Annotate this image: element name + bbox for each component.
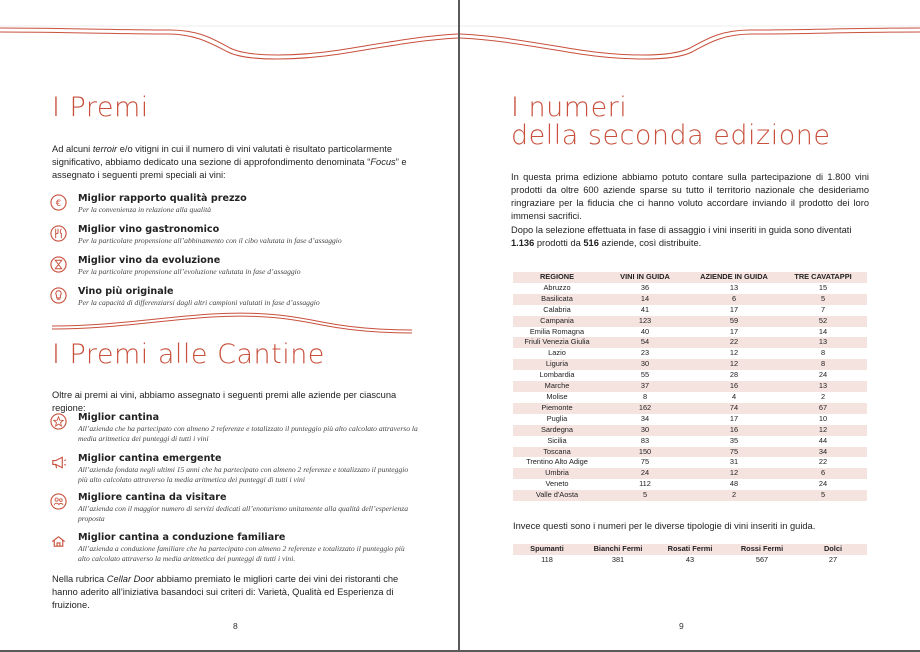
table-cell: 34 (640, 413, 650, 423)
table-cell: 381 (611, 554, 625, 564)
award-title: Miglior vino da evoluzione (78, 255, 221, 266)
table-cell: 5 (779, 294, 867, 305)
table-cell: 37 (601, 381, 689, 392)
star-badge-icon (50, 413, 67, 430)
table-cell: 13 (729, 282, 739, 292)
table-cell: Puglia (546, 413, 568, 423)
award-description: Per la convenienza in relazione alla qualità (78, 205, 212, 214)
award-title: Vino più originale (78, 286, 174, 297)
table-row (513, 294, 867, 305)
table-cell: 2 (820, 391, 826, 401)
column-header: AZIENDE IN GUIDA (689, 272, 779, 283)
house-icon (50, 533, 67, 550)
table-cell: 12 (779, 425, 867, 436)
table-cell: Campania (513, 316, 601, 327)
table-cell: 30 (601, 359, 689, 370)
column-header: Bianchi Fermi (581, 544, 655, 555)
table-cell: 17 (729, 413, 739, 423)
page-number-left: 8 (233, 621, 238, 631)
table-cell: 74 (689, 403, 779, 414)
top-swash-ornament (460, 0, 920, 70)
table-row (513, 305, 867, 316)
table-cell: 40 (640, 326, 650, 336)
table-cell: 43 (685, 554, 695, 564)
table-cell: Umbria (513, 468, 601, 479)
page-number-right: 9 (679, 621, 684, 631)
selezione-paragraph: Dopo la selezione effettuata in fase di assaggio i vini inseriti in guida sono diventati 1.136 prodotti da 516 aziende, così distribuite. (511, 225, 852, 248)
award-description: Per la particolare propensione all’evoluzione valutata in fase d’assaggio (78, 267, 301, 276)
table-cell: 5 (779, 490, 867, 501)
table-cell: 8 (642, 391, 648, 401)
table-row (513, 337, 867, 348)
table-cell: 23 (640, 348, 650, 358)
table-cell: 162 (601, 403, 689, 414)
table-cell: 118 (541, 554, 553, 564)
table-cell: Piemonte (513, 403, 601, 414)
table-cell: Sicilia (547, 435, 567, 445)
award-title: Miglior cantina emergente (78, 453, 222, 464)
table-cell: 24 (601, 468, 689, 479)
table-cell: 34 (779, 447, 867, 458)
table-row (513, 392, 867, 403)
table-row (513, 490, 867, 501)
table-cell: 14 (601, 294, 689, 305)
table-cell: 14 (818, 326, 828, 336)
table-cell: 123 (601, 316, 689, 327)
table-cell: 15 (818, 282, 828, 292)
table-cell: 4 (731, 391, 737, 401)
table-row (513, 447, 867, 458)
numeri-heading-line1: I numeri (511, 92, 628, 123)
table-row (513, 479, 867, 490)
table-cell: 52 (779, 316, 867, 327)
table-cell: 16 (689, 425, 779, 436)
table-cell: 41 (640, 304, 650, 314)
table-cell: Friuli Venezia Giulia (513, 337, 601, 348)
table-cell: 7 (820, 304, 826, 314)
table-cell: 12 (689, 359, 779, 370)
premi-intro: Ad alcuni terroir e/o vitigni in cui il numero di vini valutati è risultato particolarmente significativo, abbiamo dedicato una sezione di approfondimento denominata “Focus” e assegnato i seguenti premi speciali ai vini: (52, 144, 407, 180)
table-cell: Liguria (513, 359, 601, 370)
award-description: All’azienda a conduzione familiare che ha partecipato con almeno 2 referenze e totalizzato il punteggio più alto calcolato attraverso la media aritmetica dei punteggi di tutti i vini. (78, 544, 405, 563)
table-cell: 75 (689, 447, 779, 458)
table-cell: 12 (729, 348, 739, 358)
column-header: REGIONE (513, 272, 601, 283)
table-cell: Valle d'Aosta (513, 490, 601, 501)
table-row (513, 425, 867, 436)
table-cell: 83 (640, 435, 650, 445)
award-title: Migliore cantina da visitare (78, 492, 227, 503)
tipologie-intro: Invece questi sono i numeri per le diverse tipologie di vini inseriti in guida. (513, 521, 816, 531)
table-cell: 44 (818, 435, 828, 445)
table-cell: Abruzzo (543, 282, 571, 292)
award-title: Miglior rapporto qualità prezzo (78, 193, 247, 204)
award-title: Miglior vino gastronomico (78, 224, 220, 235)
table-row (513, 457, 867, 468)
table-cell: 35 (729, 435, 739, 445)
types-table-row (513, 555, 867, 566)
table-cell: Basilicata (513, 294, 601, 305)
column-header: Spumanti (513, 544, 581, 555)
types-table-header (513, 544, 867, 555)
table-cell: 16 (689, 381, 779, 392)
table-cell: 10 (818, 413, 828, 423)
table-cell: Sardegna (513, 425, 601, 436)
table-cell: 28 (729, 370, 739, 380)
premi-cantine-heading: I Premi alle Cantine (52, 339, 325, 370)
table-cell: Emilia Romagna (529, 326, 585, 336)
table-cell: 13 (779, 381, 867, 392)
table-cell: 17 (729, 326, 739, 336)
table-row (513, 436, 867, 447)
table-cell: Lazio (548, 348, 566, 358)
table-cell: 30 (601, 425, 689, 436)
column-header: VINI IN GUIDA (601, 272, 689, 283)
column-header: Dolci (799, 544, 867, 555)
premi-heading: I Premi (52, 92, 149, 123)
table-row (513, 348, 867, 359)
award-title: Miglior cantina a conduzione familiare (78, 532, 286, 543)
types-table (513, 544, 867, 566)
table-cell: 31 (729, 457, 739, 467)
table-cell: 24 (818, 479, 828, 489)
table-cell: 8 (820, 348, 826, 358)
table-cell: 75 (640, 457, 650, 467)
table-cell: Molise (546, 391, 568, 401)
left-page (0, 0, 458, 650)
award-description: Per la capacità di differenziarsi dagli altri campioni valutati in fase d’assaggio (78, 298, 320, 307)
table-cell: Veneto (545, 479, 569, 489)
table-cell: 67 (779, 403, 867, 414)
region-table-header (513, 272, 867, 283)
table-cell: 6 (689, 294, 779, 305)
table-cell: 13 (779, 337, 867, 348)
table-cell: 22 (818, 457, 828, 467)
cutlery-icon (50, 225, 67, 242)
bulb-icon (50, 287, 67, 304)
table-cell: Toscana (513, 447, 601, 458)
swash-divider (52, 306, 412, 336)
award-description: All’azienda che ha partecipato con almeno 2 referenze e totalizzato il punteggio più alto calcolato attraverso la media aritmetica dei punteggi di tutti i vini (78, 424, 418, 443)
table-cell: 567 (755, 554, 769, 564)
table-cell: Calabria (543, 304, 571, 314)
table-cell: 8 (779, 359, 867, 370)
table-cell: 150 (601, 447, 689, 458)
award-title: Miglior cantina (78, 412, 160, 423)
table-cell: Lombardia (539, 370, 575, 380)
table-cell: 12 (689, 468, 779, 479)
table-row (513, 403, 867, 414)
column-header: Rosati Fermi (655, 544, 725, 555)
table-cell: 2 (689, 490, 779, 501)
region-table (513, 272, 867, 501)
table-row (513, 283, 867, 294)
table-cell: 17 (729, 304, 739, 314)
right-page (460, 0, 920, 650)
table-cell: 24 (818, 370, 828, 380)
table-cell: Trentino Alto Adige (526, 457, 588, 467)
award-description: Per la particolare propensione all’abbinamento con il cibo valutata in fase d’assaggio (78, 236, 342, 245)
euro-badge-icon (50, 194, 67, 211)
svg-text:€: € (55, 198, 62, 209)
table-cell: 27 (828, 554, 838, 564)
column-header: TRE CAVATAPPI (779, 272, 867, 283)
people-icon (50, 493, 67, 510)
table-row (513, 381, 867, 392)
table-row (513, 327, 867, 338)
table-row (513, 370, 867, 381)
table-cell: 54 (601, 337, 689, 348)
megaphone-icon (50, 454, 67, 471)
partecipazione-paragraph: In questa prima edizione abbiamo potuto contare sulla partecipazione di 1.800 vini prodotti da oltre 600 aziende sparse su tutto il territorio nazionale che desideriamo ringraziare per la fiducia che ci hanno voluto accordare inviando il prodotto dei loro immensi sacrifici. (511, 172, 869, 221)
table-cell: 6 (779, 468, 867, 479)
table-row (513, 316, 867, 327)
table-cell: 55 (640, 370, 650, 380)
table-row (513, 359, 867, 370)
table-row (513, 414, 867, 425)
cellar-door-paragraph: Nella rubrica Cellar Door abbiamo premiato le migliori carte dei vini dei ristoranti che hanno aderito all’iniziativa basandoci sui criteri di: Varietà, Qualità ed Esperienza di fruizione. (52, 574, 399, 610)
hourglass-icon (50, 256, 67, 273)
table-cell: Marche (513, 381, 601, 392)
table-cell: 5 (601, 490, 689, 501)
table-cell: 59 (689, 316, 779, 327)
award-description: All’azienda fondata negli ultimi 15 anni che ha partecipato con almeno 2 referenze e totalizzato il punteggio più alto calcolato attraverso la media aritmetica dei punteggi di tutti i vini (78, 465, 409, 484)
cantine-intro: Oltre ai premi ai vini, abbiamo assegnato i seguenti premi alle aziende per ciascuna regione: (52, 390, 397, 413)
table-row (513, 468, 867, 479)
table-cell: 112 (639, 479, 651, 489)
table-cell: 48 (729, 479, 739, 489)
table-cell: 36 (640, 282, 650, 292)
top-swash-ornament (0, 0, 458, 70)
numeri-heading-line2: della seconda edizione (511, 120, 831, 151)
award-description: All’azienda con il maggior numero di servizi dedicati all’enoturismo unitamente alla qualità dell’esperienza proposta (78, 504, 409, 523)
column-header: Rossi Fermi (725, 544, 799, 555)
table-cell: 22 (689, 337, 779, 348)
